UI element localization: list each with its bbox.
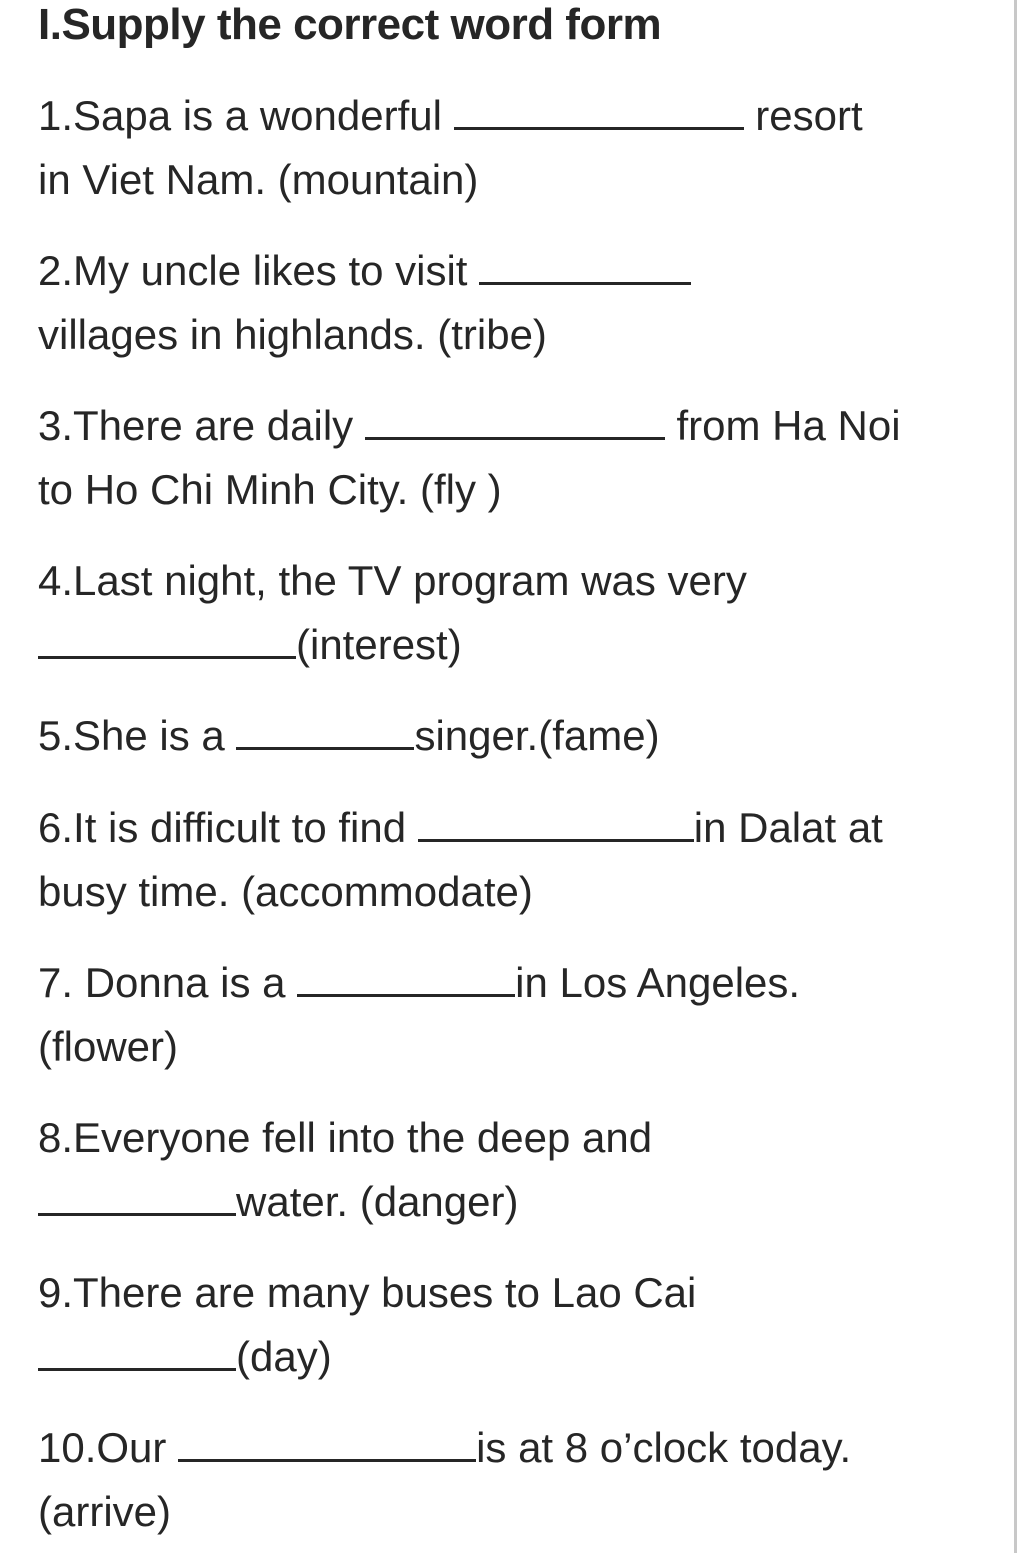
question-line [38,84,978,148]
question-2 [38,239,978,367]
question-text: in Los Angeles. [515,959,801,1006]
question-line [38,613,978,677]
question-line: (flower) [38,1023,179,1070]
question-line [38,1170,978,1234]
question-line: in Viet Nam. (mountain) [38,156,479,203]
answer-blank[interactable] [297,958,515,997]
question-line: 4.Last night, the TV program was very [38,557,747,604]
question-10 [38,1416,978,1544]
answer-blank[interactable] [38,620,296,659]
question-line [38,951,978,1015]
question-line [38,1416,978,1480]
question-text: (day) [236,1333,332,1380]
question-text: 7. Donna is a [38,959,298,1006]
answer-blank[interactable] [38,1177,236,1216]
answer-blank[interactable] [38,1332,236,1371]
question-line: to Ho Chi Minh City. (fly ) [38,466,502,513]
question-text: 10.Our [38,1424,179,1471]
question-1 [38,84,978,212]
question-line: 8.Everyone fell into the deep and [38,1114,653,1161]
question-line [38,1325,978,1389]
question-7 [38,951,978,1079]
question-8 [38,1106,978,1234]
answer-blank[interactable] [454,91,744,130]
answer-blank[interactable] [418,803,694,842]
answer-blank[interactable] [236,711,414,750]
question-5 [38,704,978,768]
question-text: singer.(fame) [414,712,660,759]
question-line [38,239,978,303]
question-line [38,796,978,860]
question-4 [38,549,978,677]
question-text: 5.She is a [38,712,237,759]
question-line: 9.There are many buses to Lao Cai [38,1269,697,1316]
question-3 [38,394,978,522]
question-text: water. (danger) [236,1178,519,1225]
question-text: 2.My uncle likes to visit [38,247,480,294]
answer-blank[interactable] [178,1423,476,1462]
question-line [38,394,978,458]
question-6 [38,796,978,924]
answer-blank[interactable] [479,246,691,285]
question-text: 1.Sapa is a wonderful [38,92,454,139]
question-line: busy time. (accommodate) [38,868,533,915]
question-text: from Ha Noi [664,402,901,449]
question-text: (interest) [296,621,462,668]
question-text: resort [743,92,863,139]
worksheet-title: I.Supply the correct word form [38,0,662,49]
question-line: (arrive) [38,1488,171,1535]
question-text: is at 8 o’clock today. [476,1424,852,1471]
page-edge-divider [1014,0,1024,1553]
question-text: in Dalat at [693,804,883,851]
question-line: villages in highlands. (tribe) [38,311,547,358]
question-line [38,704,978,768]
question-text: 6.It is difficult to find [38,804,418,851]
question-text: 3.There are daily [38,402,365,449]
question-9 [38,1261,978,1389]
answer-blank[interactable] [365,401,665,440]
